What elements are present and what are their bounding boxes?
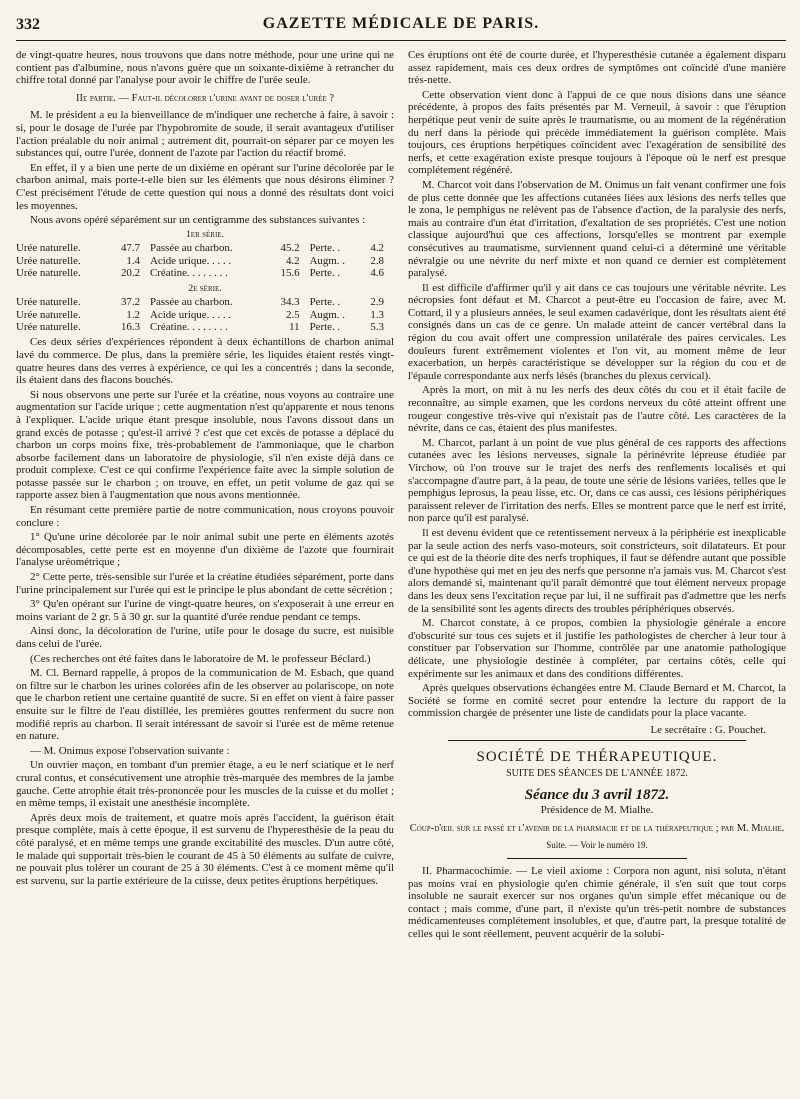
table-cell: 2.5 xyxy=(285,308,300,321)
divider xyxy=(507,858,687,859)
table-cell: 4.6 xyxy=(370,267,384,280)
secretary-signature: Le secrétaire : G. Pouchet. xyxy=(650,723,766,736)
table-cell: 2.9 xyxy=(370,296,384,309)
table-cell: 11 xyxy=(289,320,300,333)
table-cell: 16.3 xyxy=(120,320,141,333)
paragraph: Ces deux séries d'expériences répondent à deux échantillons de charbon animal lavé du commerce. De plus, dans la première série, les liquides étaient restés vingt-quatre heures dans des verres à expérience, ce qui les a concentrés ; dans la seconde, ils étaient dans des flacons bouchés. xyxy=(16,336,394,387)
columns xyxy=(16,49,786,943)
table-row xyxy=(16,255,394,267)
paragraph: M. Charcot voit dans l'observation de M. Onimus un fait venant confirmer une fois de plus cette donnée que les affections cutanées liées aux lésions des nerfs telles que le zona, le pemphigus ne relèvent pas de l'absence d'action, de la paralysie des nerfs, mais au contraire d'un état d'irritation, d'exaltation de ses propriétés. C'est une notion classique aujourd'hui que ces affections, lorsqu'elles se montrent par exemple consécutives au traumatisme, surviennent quand celui-ci a déterminé une véritable névralgie ou une névrite du nerf mixte et non quand ce dernier est complétement paralysé. xyxy=(408,178,786,280)
paragraph: 3° Qu'en opérant sur l'urine de vingt-quatre heures, on s'exposerait à une erreur en moins variant de 2 gr. 5 à 30 gr. sur la quantité d'urée rendue pendant ce temps. xyxy=(16,598,394,623)
paragraph: M. Cl. Bernard rappelle, à propos de la communication de M. Esbach, que quand on filtre sur le charbon les urines colorées afin de les observer au polariscope, on note que le charbon retient une certaine quantité de sucre. Si en effet on vient à faire passer ensuite sur le filtre de l'eau distillée, les premières gouttes renferment du sucre non modifié repris au charbon. Il serait intéressant de savoir si l'urée est de même retenue en nature. xyxy=(16,667,394,743)
paragraph: En résumant cette première partie de notre communication, nous croyons pouvoir conclure : xyxy=(16,504,394,529)
table-cell: 47.7 xyxy=(120,242,141,255)
table-cell: Perte. . xyxy=(309,320,341,333)
table-cell: Acide urique. . . . . xyxy=(150,308,232,321)
table-cell: 15.6 xyxy=(280,267,300,280)
right-column xyxy=(408,49,786,943)
table-cell: Urée naturelle. xyxy=(16,308,81,321)
paragraph: 1° Qu'une urine décolorée par le noir animal subit une perte en éléments azotés décomposables, cette perte est en moyenne d'un dixième de l'azote que fournirait l'analyse uréométrique ; xyxy=(16,531,394,569)
page-header xyxy=(16,12,786,41)
table-cell: 20.2 xyxy=(120,267,141,280)
left-column xyxy=(16,49,394,943)
table-row xyxy=(16,321,394,333)
series-label: 2e série. xyxy=(188,283,222,294)
table-cell: 1.4 xyxy=(126,254,141,267)
table-cell: 45.2 xyxy=(280,242,300,255)
table-cell: Créatine. . . . . . . . xyxy=(150,320,228,333)
table-cell: 37.2 xyxy=(120,296,141,309)
section-heading: IIe partie. — Faut-il décolorer l'urine avant de doser l'urée ? xyxy=(75,92,335,104)
table-cell: 5.3 xyxy=(370,320,384,333)
divider xyxy=(448,740,746,741)
table-cell: Acide urique. . . . . xyxy=(150,254,232,267)
paragraph: Après quelques observations échangées entre M. Claude Bernard et M. Charcot, la Société se forme en comité secret pour entendre la lecture du rapport de la commission chargée de présenter une liste de candidats pour la place vacante. xyxy=(408,682,786,720)
paragraph: II. Pharmacochimie. — Le vieil axiome : Corpora non agunt, nisi soluta, n'étant pas moins vrai en physiologie qu'en chimie générale, il s'en suit que tout corps insoluble ne saurait exercer sur nos organes qu'un simple effet mécanique ou de contact ; mais comme, d'une part, il n'existe qu'un très-petit nombre de substances médicamenteuses complétement insolubles, et que, d'autre part, la presque totalité de celles qui le sont réellement, peuvent acquérir de la solubi- xyxy=(408,865,786,940)
results-table-2 xyxy=(16,296,394,333)
society-subtitle: SUITE DES SÉANCES DE L'ANNÉE 1872. xyxy=(506,768,688,780)
table-cell: Urée naturelle. xyxy=(16,242,81,255)
article-title: Coup-d'œil sur le passé et l'avenir de la pharmacie et de la thérapeutique ; par M. Mialhe. xyxy=(409,822,785,834)
paragraph: de vingt-quatre heures, nous trouvons que dans notre méthode, pour une urine qui ne contient pas d'albumine, nous n'avons guère que un soixante-dixième à retrancher du chiffre total donné par l'analyse pour avoir le chiffre de l'urée seule. xyxy=(16,49,394,87)
table-row xyxy=(16,296,394,308)
series-label: 1er série. xyxy=(186,229,224,240)
table-cell: 4.2 xyxy=(370,242,384,255)
paragraph: Cette observation vient donc à l'appui de ce que nous disions dans une séance précédente, à propos des faits présentés par M. Verneuil, à savoir : que l'éruption herpétique peut venir de suite après le traumatisme, ou au moment de la régénération du nerf dans la période qui précède immédiatement la guérison complète. Mais toujours, ces éruptions herpétiques coïncident avec l'exagération de sensibilité des nerfs, et cette exagération existe presque toujours à l'époque où le nerf est presque complétement régénéré. xyxy=(408,88,786,177)
table-cell: Créatine. . . . . . . . xyxy=(150,267,228,280)
table-cell: 4.2 xyxy=(285,254,300,267)
paragraph: Nous avons opéré séparément sur un centigramme des substances suivantes : xyxy=(30,214,366,227)
page-number: 332 xyxy=(16,16,40,33)
paragraph: Après deux mois de traitement, et quatre mois après l'accident, la guérison était presque complète, mais à cette époque, il est survenu de l'hyperesthésie de la peau du côté paralysé, et en même temps une grande excitabilité des muscles. D'un autre côté, le malade qui supportait très-bien le courant de 45 à 50 éléments au sulfate de cuivre, ne pouvait plus tolérer un courant de 25 à 30 éléments. C'est à ce moment même qu'il est survenu, sur la partie extérieure de la cuisse, deux petites éruptions herpétiques. xyxy=(16,811,394,887)
paragraph: — M. Onimus expose l'observation suivante : xyxy=(30,744,230,757)
society-title: SOCIÉTÉ DE THÉRAPEUTIQUE. xyxy=(476,749,718,766)
results-table-1 xyxy=(16,242,394,279)
table-cell: Perte. . xyxy=(309,296,341,309)
table-cell: Urée naturelle. xyxy=(16,254,81,267)
table-cell: Urée naturelle. xyxy=(16,267,81,280)
paragraph: M. Charcot, parlant à un point de vue plus général de ces rapports des affections cutanées avec les lésions nerveuses, signale la périnévrite lépreuse étudiée par Virchow, où l'on trouve sur le trajet des nerfs des renflements localisés et qui s'accompagne d'autre part, à la peau, de toute une série de lésions variées, telles que le pemphigus leprosus, la peau lisse, etc. Or, dans ce cas aussi, ces lésions périphériques paraissent relever de l'irritation des nerfs. Elles se montrent parce que le nerf est irrité, non parce qu'il est paralysé. xyxy=(408,436,786,525)
paragraph: Il est devenu évident que ce retentissement nerveux à la périphérie est inexplicable par la seule action des nerfs vaso-moteurs, soit constricteurs, soit dilatateurs. Et pour ce qui est de la théorie dite des nerfs trophiques, il faut se défendre autant que possible d'une hypothèse qui met en jeu des nerfs que personne n'a jamais vus. M. Charcot s'est alors demandé si, maintenant qu'il paraît démontré que tout élément nerveux propage dans les deux sens l'excitation reçue par lui, il ne suffirait pas d'admettre que les nerfs de la sensibilité sont les agents directs des troubles périphériques observés. xyxy=(408,526,786,615)
table-cell: Augm. . xyxy=(309,254,345,267)
table-cell: Augm. . xyxy=(309,308,345,321)
table-row xyxy=(16,267,394,279)
paragraph: Un ouvrier maçon, en tombant d'un premier étage, a eu le nerf sciatique et le nerf crural contus, et consécutivement une atrophie très-marquée des membres de la jambe gauche. Cette atrophie était très-prononcée pour les muscles de la cuisse et du mollet ; en même temps, il existait une anesthésie incomplète. xyxy=(16,759,394,810)
paragraph: M. Charcot constate, à ce propos, combien la physiologie générale a encore d'obscurité sur tous ces sujets et il justifie les pathologistes de chercher à leur tour à constituer par l'observation sur l'homme, contrôlée par une anatomie pathologique délicate, une physiologie destinée à compléter, par certains côtés, celle qui expérimente sur les animaux et dans des conditions différentes. xyxy=(408,617,786,680)
table-cell: Passée au charbon. xyxy=(150,296,233,309)
paragraph: Ainsi donc, la décoloration de l'urine, utile pour le dosage du sucre, est nuisible dans celui de l'urée. xyxy=(16,625,394,650)
table-cell: Urée naturelle. xyxy=(16,296,81,309)
table-cell: 2.8 xyxy=(370,254,384,267)
journal-title: GAZETTE MÉDICALE DE PARIS. xyxy=(262,15,540,32)
paragraph: Si nous observons une perte sur l'urée et la créatine, nous voyons au contraire une augmentation sur l'acide urique ; cette augmentation n'est qu'apparente et nous tenons à l'expliquer. L'acide urique étant presque insoluble, nous l'avons dissout dans un grand excès de potasse ; qu'est-il arrivé ? c'est que cet excès de potasse a déplacé du charbon un corps moins fixe, très-probablement de l'ammoniaque, que le charbon absorbe facilement dans un laboratoire de physiologie, s'il n'en existe déjà dans ce produit complexe. C'est ce qui confirme l'expérience faite avec la simple solution de potasse passée sur le charbon ; on trouve, en effet, un petit volume de gaz qui se rapporte assez bien à l'augmentation que nous avons mentionnée. xyxy=(16,388,394,502)
table-cell: 1.2 xyxy=(126,308,141,321)
paragraph: (Ces recherches ont été faites dans le laboratoire de M. le professeur Béclard.) xyxy=(30,652,371,665)
table-cell: Perte. . xyxy=(309,267,341,280)
table-cell: 34.3 xyxy=(280,296,300,309)
table-cell: Urée naturelle. xyxy=(16,320,81,333)
paragraph: En effet, il y a bien une perte de un dixième en opérant sur l'urine décolorée par le charbon animal, mais porte-t-elle bien sur les éléments que nous désirons éliminer ? C'est précisément l'étude de cette question qui nous a donné des résultats dont voici les moyennes. xyxy=(16,161,394,212)
table-cell: 1.3 xyxy=(370,308,384,321)
table-row xyxy=(16,309,394,321)
paragraph: 2° Cette perte, très-sensible sur l'urée et la créatine étudiées séparément, porte dans l'urine principalement sur l'urée qui est le principe le plus abondant de cette sécrétion ; xyxy=(16,571,394,596)
paragraph: M. le président a eu la bienveillance de m'indiquer une recherche à faire, à savoir : si, pour le dosage de l'urée par l'hypobromite de soude, il serait avantageux d'utiliser l'action préalable du noir animal ; autrement dit, pourrait-on séparer par ce moyen les substances qui, outre l'urée, donnent de l'azote par l'action du réactif bromé. xyxy=(16,109,394,160)
table-cell: Passée au charbon. xyxy=(150,242,233,255)
session-title: Séance du 3 avril 1872. xyxy=(524,786,670,803)
paragraph: Après la mort, on mit à nu les nerfs des deux côtés du cou et il était facile de reconnaître, au simple examen, que les cordons nerveux du côté atteint offrent une rougeur congestive très-vive qui n'existait pas de l'autre côté. Les caractères de la névrite, dans ce cas, étaient des plus manifestes. xyxy=(408,384,786,435)
continuation-note: Suite. — Voir le numéro 19. xyxy=(546,840,648,851)
paragraph: Ces éruptions ont été de courte durée, et l'hyperesthésie cutanée a également disparu assez rapidement, mais ces deux ordres de symptômes ont coïncidé d'une manière très-nette. xyxy=(408,49,786,87)
presidency-line: Présidence de M. Mialhe. xyxy=(540,804,654,817)
table-row xyxy=(16,242,394,254)
paragraph: Il est difficile d'affirmer qu'il y ait dans ce cas toujours une véritable névrite. Les nécropsies font défaut et M. Charcot a peut-être eu l'occasion de faire, avec M. Cottard, il y a plusieurs années, le seul examen cadavérique, dont les résultats aient été consignés dans un cas de ce genre. Un malade atteint de cancer vertébral dans la région du cou avait offert une compression unilatérale des paires cervicales. Les douleurs furent extrêmement violentes et l'on vit, au moment même de leur exacerbation, un herpès caractéristique se développer sur la région du cou et de l'épaule correspondante aux nerfs lésés (branches du plexus cervical). xyxy=(408,281,786,382)
table-cell: Perte. . xyxy=(309,242,341,255)
